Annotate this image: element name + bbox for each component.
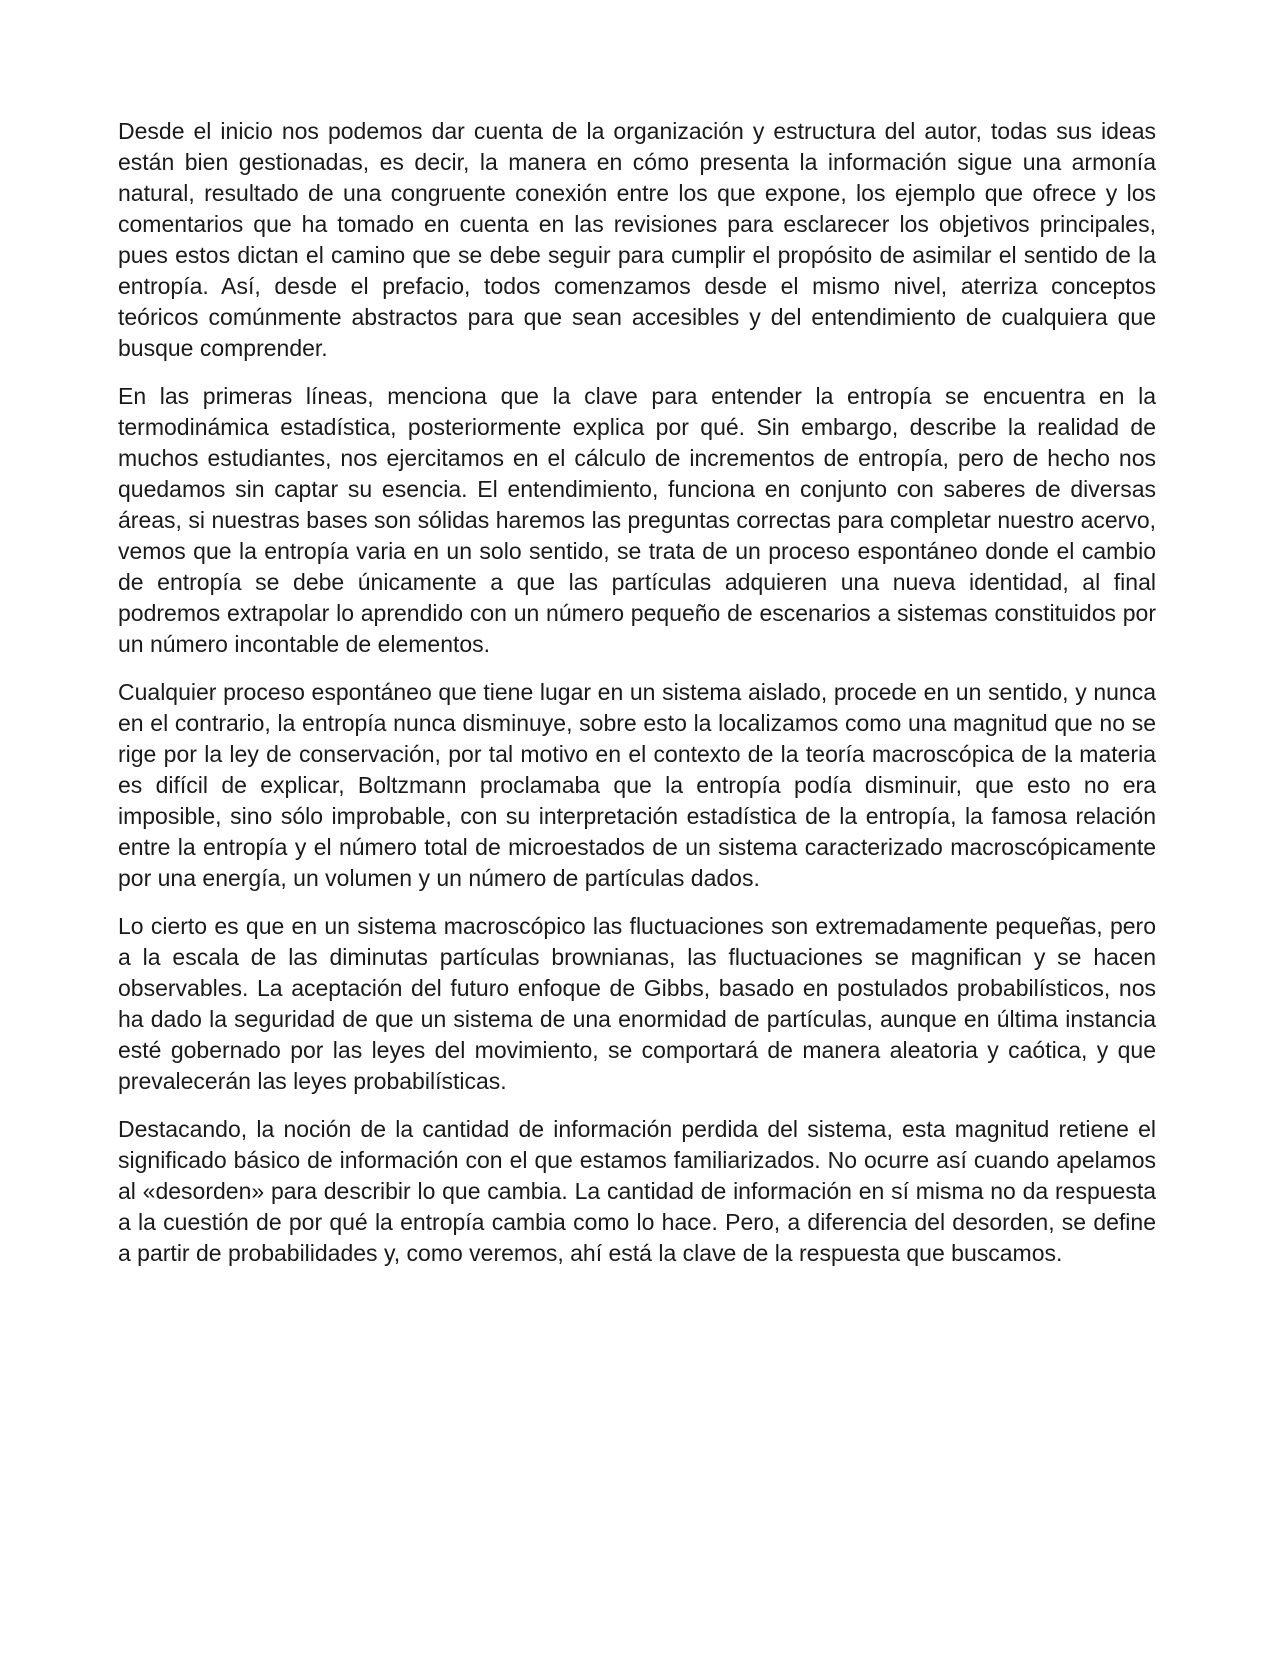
paragraph-1: Desde el inicio nos podemos dar cuenta de la organización y estructura del autor, todas sus ideas están bien gestionadas, es decir, la manera en cómo presenta la información sigue una armonía natural, resultado de una congruente conexión entre los que expone, los ejemplo que ofrece y los comentarios que ha tomado en cuenta en las revisiones para esclarecer los objetivos principales, pues estos dictan el camino que se debe seguir para cumplir el propósito de asimilar el sentido de la entropía. Así, desde el prefacio, todos comenzamos desde el mismo nivel, aterriza conceptos teóricos comúnmente abstractos para que sean accesibles y del entendimiento de cualquiera que busque comprender.: [118, 118, 1156, 361]
paragraph-3: Cualquier proceso espontáneo que tiene lugar en un sistema aislado, procede en un sentido, y nunca en el contrario, la entropía nunca disminuye, sobre esto la localizamos como una magnitud que no se rige por la ley de conservación, por tal motivo en el contexto de la teoría macroscópica de la materia es difícil de explicar, Boltzmann proclamaba que la entropía podía disminuir, que esto no era imposible, sino sólo improbable, con su interpretación estadística de la entropía, la famosa relación entre la entropía y el número total de microestados de un sistema caracterizado macroscópicamente por una energía, un volumen y un número de partículas dados.: [118, 679, 1156, 891]
document-body: [118, 116, 1156, 1286]
paragraph-2: En las primeras líneas, menciona que la clave para entender la entropía se encuentra en la termodinámica estadística, posteriormente explica por qué. Sin embargo, describe la realidad de muchos estudiantes, nos ejercitamos en el cálculo de incrementos de entropía, pero de hecho nos quedamos sin captar su esencia. El entendimiento, funciona en conjunto con saberes de diversas áreas, si nuestras bases son sólidas haremos las preguntas correctas para completar nuestro acervo, vemos que la entropía varia en un solo sentido, se trata de un proceso espontáneo donde el cambio de entropía se debe únicamente a que las partículas adquieren una nueva identidad, al final podremos extrapolar lo aprendido con un número pequeño de escenarios a sistemas constituidos por un número incontable de elementos.: [118, 383, 1156, 657]
paragraph-5: Destacando, la noción de la cantidad de información perdida del sistema, esta magnitud retiene el significado básico de información con el que estamos familiarizados. No ocurre así cuando apelamos al «desorden» para describir lo que cambia. La cantidad de información en sí misma no da respuesta a la cuestión de por qué la entropía cambia como lo hace. Pero, a diferencia del desorden, se define a partir de probabilidades y, como veremos, ahí está la clave de la respuesta que buscamos.: [118, 1116, 1156, 1266]
paragraph-4: Lo cierto es que en un sistema macroscópico las fluctuaciones son extremadamente pequeñas, pero a la escala de las diminutas partículas brownianas, las fluctuaciones se magnifican y se hacen observables. La aceptación del futuro enfoque de Gibbs, basado en postulados probabilísticos, nos ha dado la seguridad de que un sistema de una enormidad de partículas, aunque en última instancia esté gobernado por las leyes del movimiento, se comportará de manera aleatoria y caótica, y que prevalecerán las leyes probabilísticas.: [118, 913, 1156, 1094]
